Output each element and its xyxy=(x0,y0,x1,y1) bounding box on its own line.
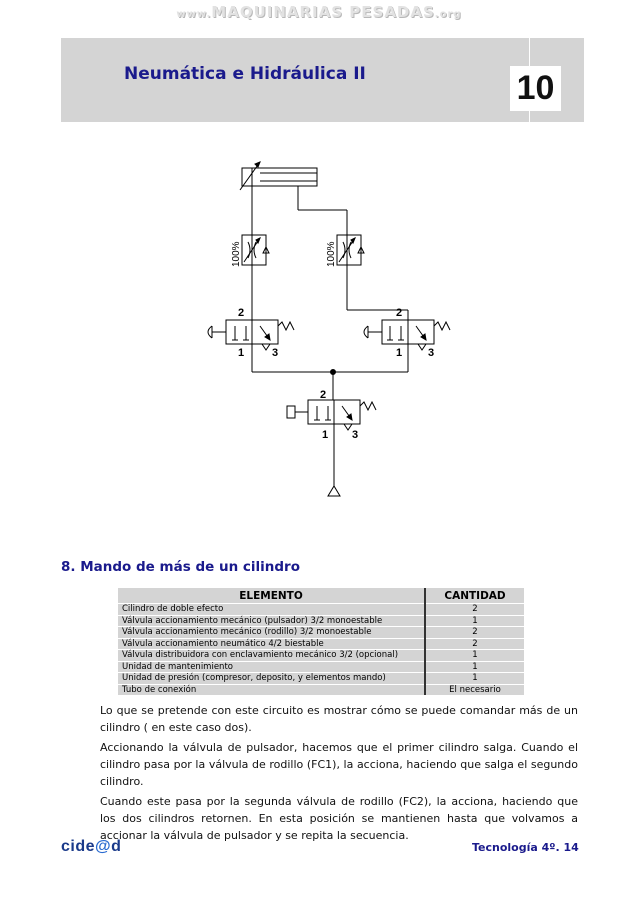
cell-elemento: Cilindro de doble efecto xyxy=(118,604,425,616)
table-row xyxy=(118,604,524,616)
paragraph-sequence: Cuando este pasa por la segunda válvula de rodillo (FC2), la acciona, haciendo que los dos cilindros retornen. En esta posición se mantienen hasta que volvamos a accionar la válvula de pulsador y se repita la secuencia. xyxy=(100,795,578,842)
flow-regulator-right xyxy=(337,235,364,265)
page-title: Neumática e Hidráulica II xyxy=(124,64,366,84)
pressure-source xyxy=(328,486,340,496)
svg-text:3: 3 xyxy=(272,347,279,359)
cell-elemento: Unidad de presión (compresor, deposito, y elementos mando) xyxy=(118,673,425,685)
cell-cantidad: 1 xyxy=(425,661,524,673)
paragraph-operation: Accionando la válvula de pulsador, hacemos que el primer cilindro salga. Cuando el cilindro pasa por la válvula de rodillo (FC1), la acciona, haciendo que salga el segundo cilindro. xyxy=(100,741,578,788)
table-row xyxy=(118,615,524,627)
header-elemento: ELEMENTO xyxy=(118,588,425,604)
svg-text:2: 2 xyxy=(396,307,403,319)
cell-elemento: Unidad de mantenimiento xyxy=(118,661,425,673)
cell-cantidad: 1 xyxy=(425,650,524,662)
table-row xyxy=(118,684,524,695)
double-acting-cylinder xyxy=(240,162,317,190)
cell-elemento: Válvula accionamiento mecánico (pulsador) 3/2 monoestable xyxy=(118,615,425,627)
svg-text:100%: 100% xyxy=(231,241,242,267)
svg-text:1: 1 xyxy=(322,429,329,441)
flow-regulator-left xyxy=(242,235,269,265)
svg-text:100%: 100% xyxy=(326,241,337,267)
cell-elemento: Válvula distribuidora con enclavamiento mecánico 3/2 (opcional) xyxy=(118,650,425,662)
valve-3-2-left xyxy=(208,310,294,372)
svg-text:1: 1 xyxy=(238,347,245,359)
cell-elemento: Tubo de conexión xyxy=(118,684,425,695)
cell-cantidad: 2 xyxy=(425,604,524,616)
cell-elemento: Válvula accionamiento mecánico (rodillo) 3/2 monoestable xyxy=(118,627,425,639)
section-title: 8. Mando de más de un cilindro xyxy=(61,559,300,575)
svg-text:2: 2 xyxy=(320,389,327,401)
header-cantidad: CANTIDAD xyxy=(425,588,524,604)
cell-cantidad: 2 xyxy=(425,627,524,639)
cell-cantidad: El necesario xyxy=(425,684,524,695)
paragraph-intro: Lo que se pretende con este circuito es mostrar cómo se puede comandar más de un cilindro ( en este caso dos). xyxy=(100,704,578,734)
cell-elemento: Válvula accionamiento neumático 4/2 biestable xyxy=(118,638,425,650)
table-header-row xyxy=(118,588,524,604)
table-row xyxy=(118,661,524,673)
page-footer: Tecnología 4º. 14 xyxy=(472,841,579,854)
svg-text:3: 3 xyxy=(352,429,359,441)
valve-3-2-bottom xyxy=(287,400,376,486)
pneumatic-circuit-diagram xyxy=(190,150,460,500)
svg-text:3: 3 xyxy=(428,347,435,359)
table-row xyxy=(118,638,524,650)
table-row xyxy=(118,673,524,685)
header-band xyxy=(61,38,584,122)
svg-text:2: 2 xyxy=(238,307,245,319)
cell-cantidad: 2 xyxy=(425,638,524,650)
cidead-logo: cide@d xyxy=(61,838,122,855)
valve-3-2-right xyxy=(347,310,450,372)
watermark: www.MAQUINARIAS PESADAS.org xyxy=(176,3,462,21)
table-row xyxy=(118,650,524,662)
cell-cantidad: 1 xyxy=(425,673,524,685)
components-table xyxy=(118,588,524,695)
cell-cantidad: 1 xyxy=(425,615,524,627)
svg-text:1: 1 xyxy=(396,347,403,359)
chapter-number: 10 xyxy=(510,66,561,111)
table-row xyxy=(118,627,524,639)
